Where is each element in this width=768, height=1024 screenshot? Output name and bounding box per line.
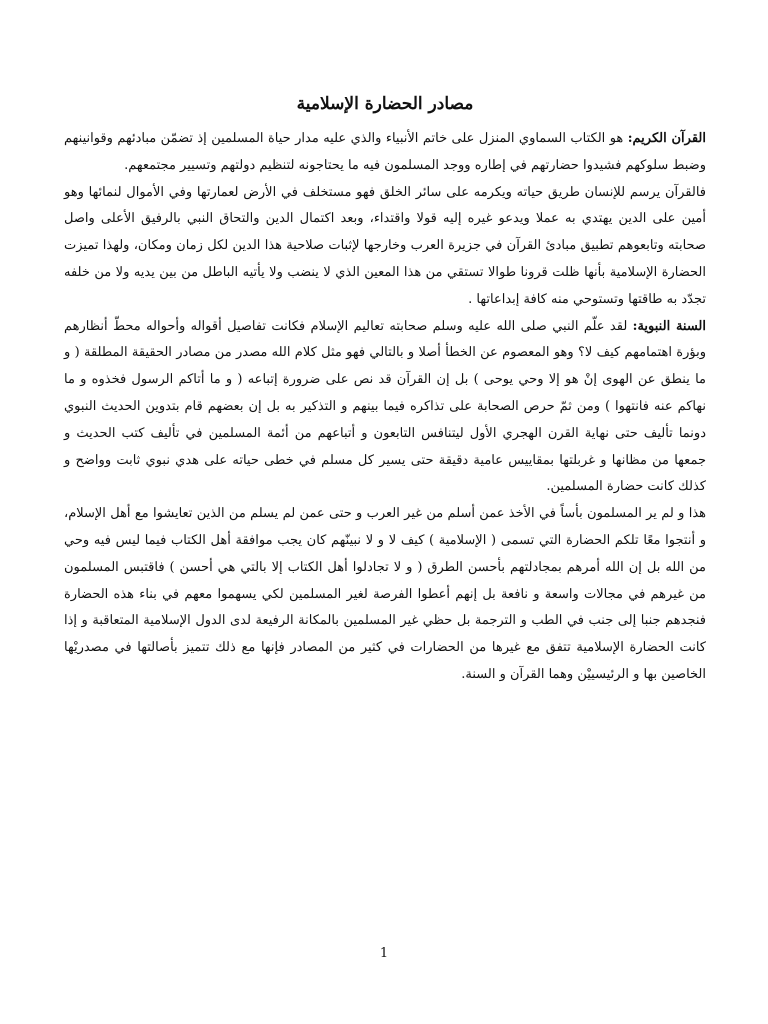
- document-page: [64, 88, 706, 689]
- paragraph-borrowing-text: هذا و لم ير المسلمون بأساً في الأخذ عمن أسلم من غير العرب و حتى عمن لم يسلم من الذين تعايشوا مع أهل الإسلام، و أنتجوا معًا تلكم الحضارة التي تسمى ( الإسلامية ) كيف لا و لا نبينّهم كان يجب موافقة أهل الكتاب فيما ليس فيه وحي من الله بل إن الله أمرهم بمجادلتهم بأحسن الطرق ( و لا تجادلوا أهل الكتاب إلا بالتي هي أحسن ) فاقتبس المسلمون من غيرهم في مجالات واسعة و نافعة بل إنهم أعطوا الفرصة لغير المسلمين لكي يسهموا معهم في بناء هذه الحضارة فنجدهم جنبا إلى جنب في الطب و الترجمة بل حظي غير المسلمين بالمكانة الرفيعة لدى الدول الإسلامية المتعاقبة و إذا كانت الحضارة الإسلامية تتفق مع غيرها من الحضارات في كثير من المصادر فإنها مع ذلك تتميز بأصالتها في مصدريْها الخاصين بها و الرئيسييْن وهما القرآن و السنة.: [64, 506, 707, 682]
- page-number: 1: [379, 946, 389, 961]
- paragraph-borrowing: [64, 501, 706, 689]
- term-quran: القرآن الكريم:: [627, 131, 706, 146]
- paragraph-sunnah: [64, 314, 706, 502]
- term-sunnah: السنة النبوية:: [632, 318, 707, 334]
- paragraph-quran: [64, 126, 706, 180]
- paragraph-sunnah-text: لقد علّم النبي صلى الله عليه وسلم صحابته تعاليم الإسلام فكانت تفاصيل أقواله وأحواله محطّ أنظارهم وبؤرة اهتمامهم كيف لا؟ وهو المعصوم عن الخطأ أصلا و بالتالي فهو مثل كلام الله مصدر من مصادر الحقيقة المطلقة ( و ما ينطق عن الهوى إنْ هو إلا وحي يوحى ) بل إن القرآن قد نص على ضرورة إتباعه ( و ما أتاكم الرسول فخذوه و ما نهاكم عنه فانتهوا ) ومن ثمّ حرص الصحابة على تذاكره فيما بينهم و التذكير به بل إن بعضهم قام بتدوين الحديث النبوي دونما تأليف حتى نهاية القرن الهجري الأول ليتنافس التابعون و أتباعهم من أئمة المسلمين في تأليف كتب الحديث و جمعها من مظانها و غربلتها بمقاييس عامية دقيقة حتى يسير كل مسلم في خطى حياته على هدي نبوي ثابت وواضح و كذلك كانت حضارة المسلمين.: [64, 318, 706, 495]
- page-title: مصادر الحضارة الإسلامية: [296, 94, 474, 114]
- paragraph-quran-text: هو الكتاب السماوي المنزل على خاتم الأنبياء والذي عليه مدار حياة المسلمين إذ تضمّن مبادئهم وقوانينهم وضبط سلوكهم فشيدوا حضارتهم في إطاره ووجد المسلمون فيه ما يحتاجونه لتنظيم دولتهم وتسيير مجتمعهم.: [64, 131, 706, 173]
- paragraph-quran-role-text: فالقرآن يرسم للإنسان طريق حياته ويكرمه على سائر الخلق فهو مستخلف في الأرض لعمارتها وفي الأموال لنمائها وهو أمين على الدين يهتدي به عملا ويدعو غيره إليه قولا واقتداء، وبعد اكتمال الدين والتحاق النبي بالرفيق الأعلى واصل صحابته وتابعوهم تطبيق مبادئ القرآن في جزيرة العرب وخارجها لإثبات صلاحية هذا الدين لكل زمان ومكان، ولهذا تميزت الحضارة الإسلامية بأنها ظلت قرونا طوالا تستقي من هذا المعين الذي لا ينضب ولا يأتيه الباطل من بين يديه ولا من خلفه تجدّد به طاقتها وتستوحي منه كافة إبداعاتها .: [64, 184, 706, 307]
- paragraph-quran-role: [64, 180, 706, 314]
